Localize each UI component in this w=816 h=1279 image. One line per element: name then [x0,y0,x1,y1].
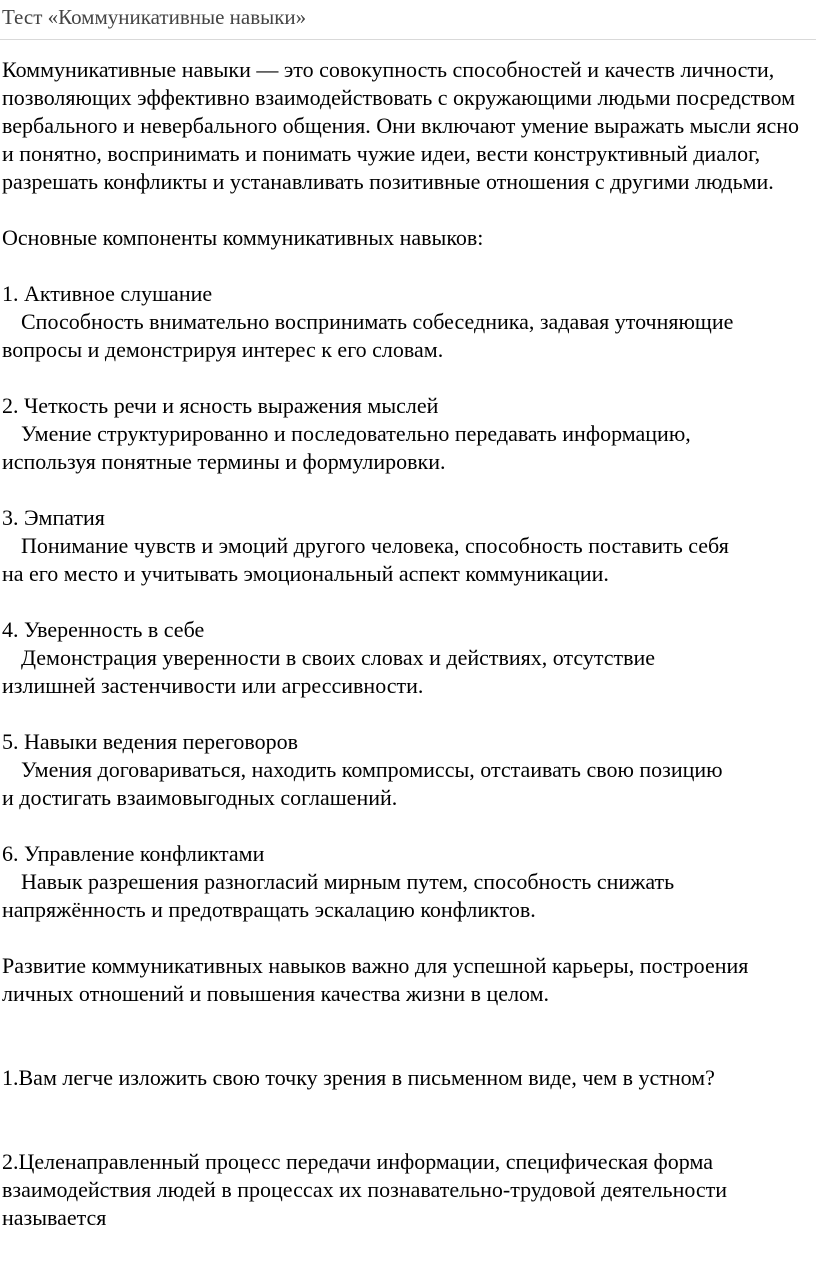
component-description-line: Способность внимательно воспринимать собеседника, задавая уточняющие [21,309,734,334]
component-item [2,392,816,476]
component-description-line: Понимание чувств и эмоций другого человека, способность поставить себя [21,533,729,558]
component-title: 3. Эмпатия [2,505,105,530]
document-header [0,0,816,40]
components-heading: Основные компоненты коммуникативных навыков: [2,225,484,250]
document-title: Тест «Коммуникативные навыки» [2,5,307,29]
component-title: 4. Уверенность в себе [2,617,205,642]
component-description-rest: и достигать взаимовыгодных соглашений. [2,785,398,810]
component-description-rest: излишней застенчивости или агрессивности. [2,673,424,698]
component-item [2,504,816,588]
conclusion-paragraph: Развитие коммуникативных навыков важно для успешной карьеры, построения личных отношений и повышения качества жизни в целом. [2,953,749,1006]
component-item [2,280,816,364]
component-item [2,616,816,700]
document-body [0,40,816,1232]
component-description-line: Демонстрация уверенности в своих словах и действиях, отсутствие [21,645,656,670]
intro-paragraph: Коммуникативные навыки — это совокупность способностей и качеств личности, позволяющих эффективно взаимодействовать с окружающими людьми посредством вербального и невербального общения. Они включают умение выражать мысли ясно и понятно, воспринимать и понимать чужие идеи, вести конструктивный диалог, разрешать конфликты и устанавливать позитивные отношения с другими людьми. [2,57,799,194]
component-title: 5. Навыки ведения переговоров [2,729,299,754]
question-2: 2.Целенаправленный процесс передачи информации, специфическая форма взаимодействия людей в процессах их познавательно-трудовой деятельности называется [2,1149,728,1230]
component-description-line: Умения договариваться, находить компромиссы, отстаивать свою позицию [21,757,723,782]
component-title: 2. Четкость речи и ясность выражения мыслей [2,393,439,418]
component-description-rest: напряжённость и предотвращать эскалацию конфликтов. [2,897,536,922]
component-title: 1. Активное слушание [2,281,213,306]
component-item [2,840,816,924]
question-1: 1.Вам легче изложить свою точку зрения в письменном виде, чем в устном? [2,1065,715,1090]
component-item [2,728,816,812]
component-description-rest: вопросы и демонстрируя интерес к его словам. [2,337,444,362]
component-description-rest: на его место и учитывать эмоциональный аспект коммуникации. [2,561,609,586]
component-description-line: Умение структурированно и последовательно передавать информацию, [21,421,691,446]
component-description-line: Навык разрешения разногласий мирным путем, способность снижать [21,869,675,894]
component-description-rest: используя понятные термины и формулировки. [2,449,446,474]
component-title: 6. Управление конфликтами [2,841,265,866]
